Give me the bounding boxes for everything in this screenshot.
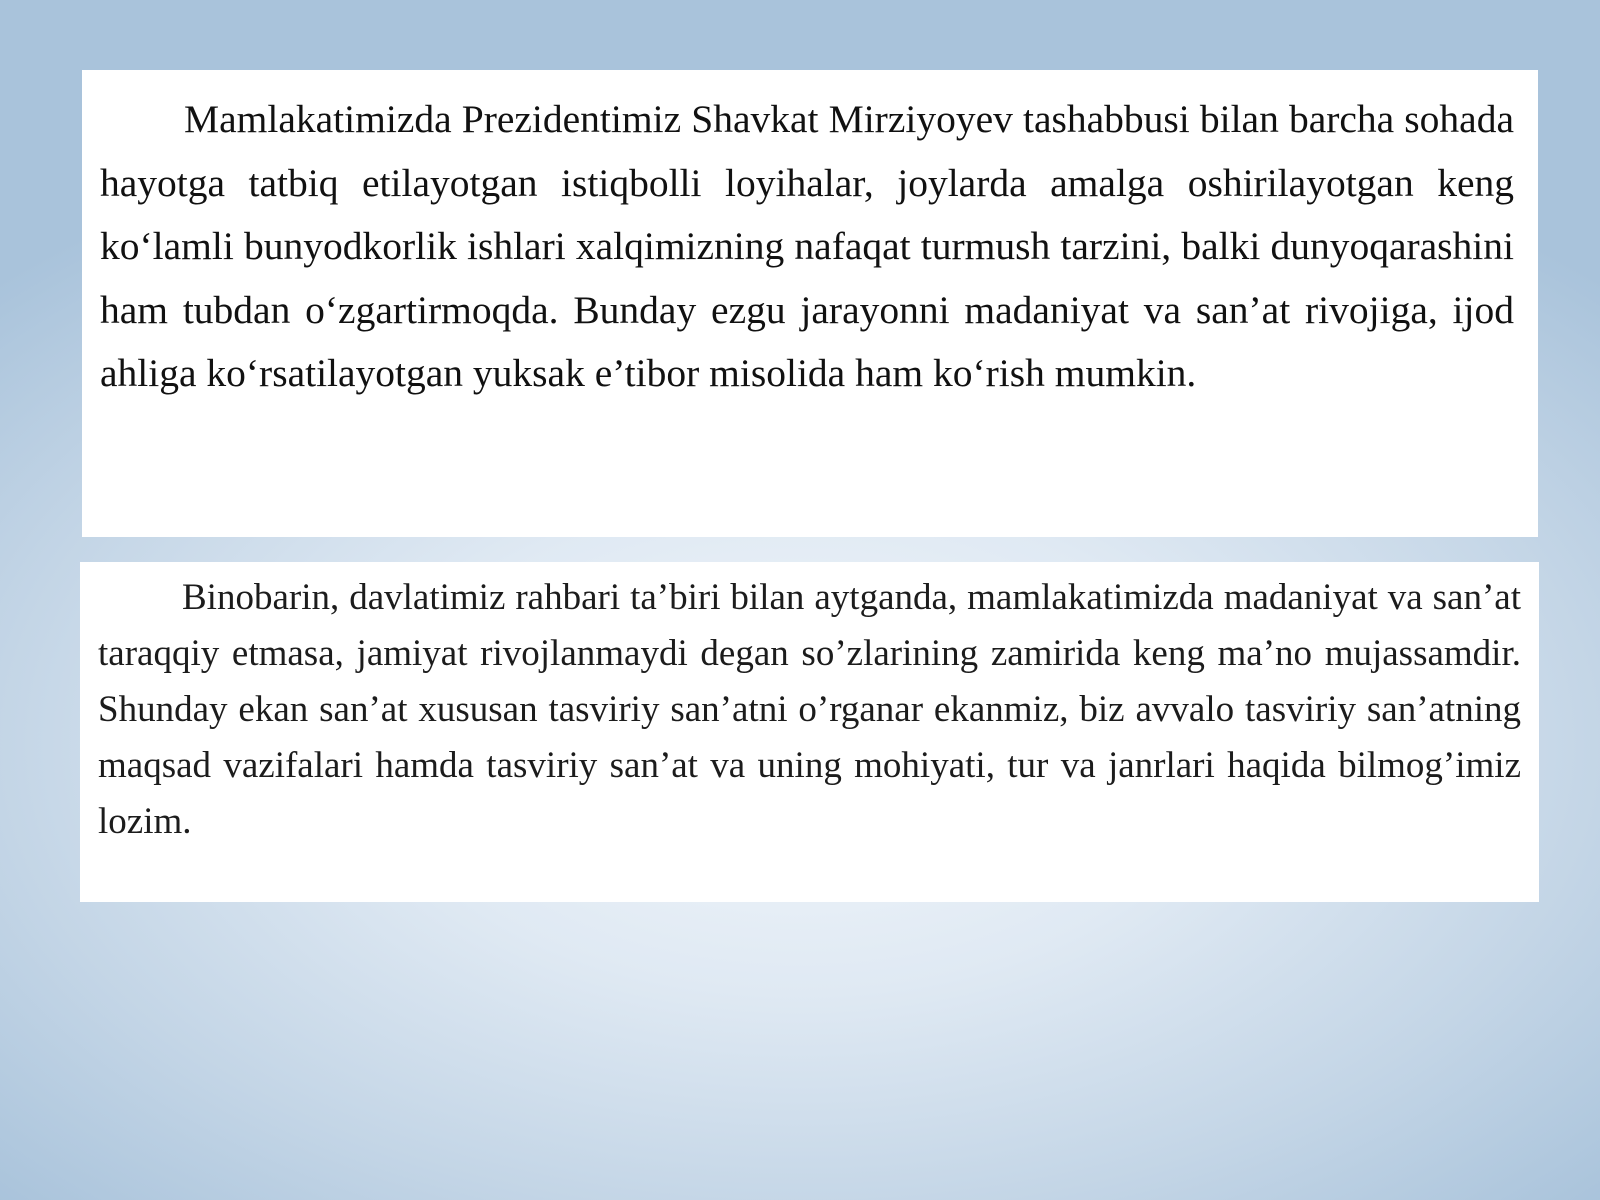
- paragraph-1: Mamlakatimizda Prezidentimiz Shavkat Mirziyoyev tashabbusi bilan barcha sohada hayotga tatbiq etilayotgan istiqbolli loyihalar, joylarda amalga oshirilayotgan keng ko‘lamli bunyodkorlik ishlari xalqimizning nafaqat turmush tarzini, balki dunyoqarashini ham tubdan o‘zgartirmoqda. Bunday ezgu jarayonni madaniyat va san’at rivojiga, ijod ahliga ko‘rsatilayotgan yuksak e’tibor misolida ham ko‘rish mumkin.: [100, 97, 1514, 395]
- text-panel-top: [82, 70, 1538, 537]
- paragraph-2: Binobarin, davlatimiz rahbari ta’biri bilan aytganda, mamlakatimizda madaniyat va san’at taraqqiy etmasa, jamiyat rivojlanmaydi degan so’zlarining zamirida keng ma’no mujassamdir. Shunday ekan san’at xususan tasviriy san’atni o’rganar ekanmiz, biz avvalo tasviriy san’atning maqsad vazifalari hamda tasviriy san’at va uning mohiyati, tur va janrlari haqida bilmog’imiz lozim.: [98, 577, 1521, 842]
- text-panel-bottom: [80, 562, 1539, 902]
